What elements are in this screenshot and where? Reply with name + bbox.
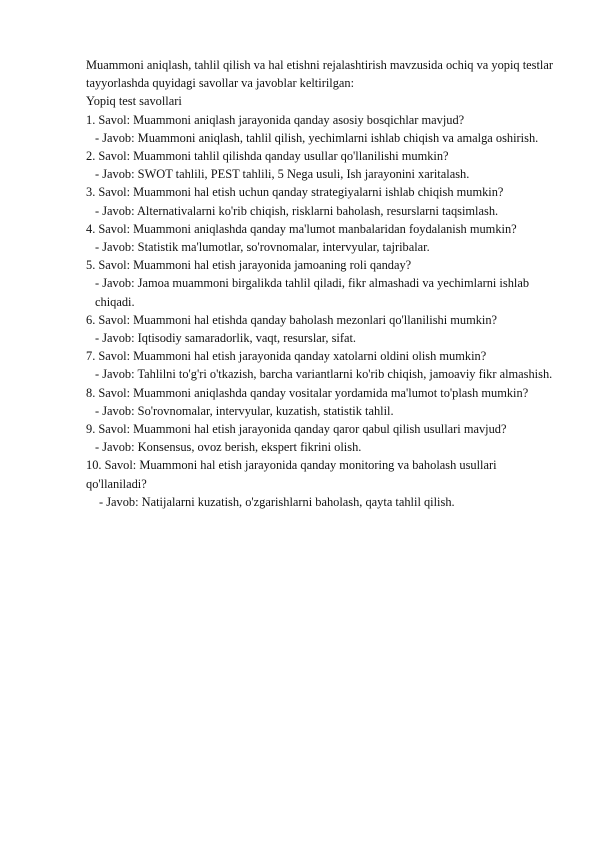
- answer-2: - Javob: SWOT tahlili, PEST tahlili, 5 Nega usuli, Ish jarayonini xaritalash.: [95, 167, 470, 182]
- question-6: 6. Savol: Muammoni hal etishda qanday baholash mezonlari qo'llanilishi mumkin?: [86, 312, 498, 327]
- question-8: 8. Savol: Muammoni aniqlashda qanday vositalar yordamida ma'lumot to'plash mumkin?: [86, 385, 529, 400]
- answer-3: - Javob: Alternativalarni ko'rib chiqish, risklarni baholash, resurslarni taqsimlash.: [95, 203, 499, 218]
- question-7: 7. Savol: Muammoni hal etish jarayonida qanday xatolarni oldini olish mumkin?: [86, 349, 487, 364]
- answer-6: - Javob: Iqtisodiy samaradorlik, vaqt, resurslar, sifat.: [95, 331, 357, 346]
- answer-10: - Javob: Natijalarni kuzatish, o'zgarishlarni baholash, qayta tahlil qilish.: [99, 494, 455, 509]
- answer-8: - Javob: So'rovnomalar, intervyular, kuzatish, statistik tahlil.: [95, 403, 394, 418]
- section-title: Yopiq test savollari: [86, 94, 182, 109]
- question-2: 2. Savol: Muammoni tahlil qilishda qanday usullar qo'llanilishi mumkin?: [86, 149, 449, 164]
- answer-5: - Javob: Jamoa muammoni birgalikda tahlil qiladi, fikr almashadi va yechimlarni ishlab chiqadi.: [95, 276, 530, 309]
- question-1: 1. Savol: Muammoni aniqlash jarayonida qanday asosiy bosqichlar mavjud?: [86, 112, 465, 127]
- question-4: 4. Savol: Muammoni aniqlashda qanday ma'lumot manbalaridan foydalanish mumkin?: [86, 221, 517, 236]
- answer-7: - Javob: Tahlilni to'g'ri o'tkazish, barcha variantlarni ko'rib chiqish, jamoaviy fikr almashish.: [95, 367, 553, 382]
- intro-paragraph: Muammoni aniqlash, tahlil qilish va hal etishni rejalashtirish mavzusida ochiq va yopiq testlar tayyorlashda quyidagi savollar va javoblar keltirilgan:: [86, 58, 553, 91]
- answer-1: - Javob: Muammoni aniqlash, tahlil qilish, yechimlarni ishlab chiqish va amalga oshirish.: [95, 130, 539, 145]
- question-5: 5. Savol: Muammoni hal etish jarayonida jamoaning roli qanday?: [86, 258, 412, 273]
- question-10: 10. Savol: Muammoni hal etish jarayonida qanday monitoring va baholash usullari qo'llaniladi?: [86, 458, 497, 491]
- question-3: 3. Savol: Muammoni hal etish uchun qanday strategiyalarni ishlab chiqish mumkin?: [86, 185, 504, 200]
- answer-9: - Javob: Konsensus, ovoz berish, ekspert fikrini olish.: [95, 440, 362, 455]
- document-page: [86, 56, 556, 511]
- answer-4: - Javob: Statistik ma'lumotlar, so'rovnomalar, intervyular, tajribalar.: [95, 240, 430, 255]
- question-9: 9. Savol: Muammoni hal etish jarayonida qanday qaror qabul qilish usullari mavjud?: [86, 422, 507, 437]
